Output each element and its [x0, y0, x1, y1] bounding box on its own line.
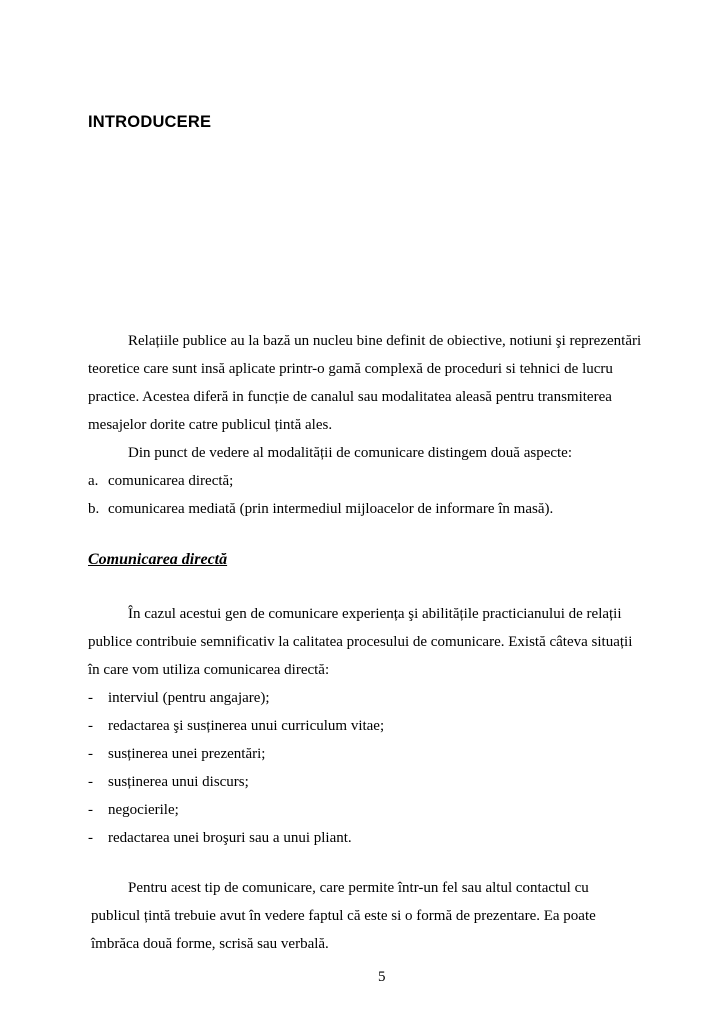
- para3-line-1: În cazul acestui gen de comunicare experiența şi abilitățile practicianului de relații: [128, 606, 622, 622]
- list-marker: -: [88, 802, 93, 818]
- list-item-text: comunicarea mediată (prin intermediul mijloacelor de informare în masă).: [108, 501, 554, 517]
- para4-line-2: publicul țintă trebuie avut în vedere faptul că este si o formă de prezentare. Ea poate: [91, 908, 596, 924]
- list-item: [88, 473, 233, 490]
- list-item: [88, 746, 265, 763]
- list-item: [88, 802, 179, 819]
- list-marker: b.: [88, 501, 100, 517]
- list-marker: -: [88, 690, 93, 706]
- list-item-text: redactarea şi susținerea unui curriculum vitae;: [108, 718, 385, 734]
- list-marker: -: [88, 830, 93, 846]
- list-marker: -: [88, 718, 93, 734]
- list-item: [88, 718, 384, 735]
- list-marker: -: [88, 746, 93, 762]
- para1-line-3: practice. Acestea diferă in funcție de canalul sau modalitatea aleasă pentru transmiterea: [88, 389, 612, 405]
- para4-line-1: Pentru acest tip de comunicare, care permite într-un fel sau altul contactul cu: [128, 880, 589, 896]
- para3-line-3: în care vom utiliza comunicarea directă:: [88, 662, 330, 678]
- list-marker: a.: [88, 473, 99, 489]
- list-item: [88, 774, 249, 791]
- para3-line-2: publice contribuie semnificativ la calitatea procesului de comunicare. Există câteva situații: [88, 634, 633, 650]
- list-item-text: susținerea unei prezentări;: [108, 746, 266, 762]
- list-item: [88, 830, 352, 847]
- para4-line-3: îmbrăca două forme, scrisă sau verbală.: [91, 936, 329, 952]
- page-heading: INTRODUCERE: [88, 113, 212, 131]
- list-item-text: comunicarea directă;: [108, 473, 234, 489]
- section-subheading: Comunicarea directă: [88, 551, 228, 568]
- list-item-text: susținerea unui discurs;: [108, 774, 249, 790]
- para2-line: Din punct de vedere al modalității de comunicare distingem două aspecte:: [128, 445, 573, 461]
- list-item-text: negocierile;: [108, 802, 179, 818]
- list-item-text: redactarea unei broşuri sau a unui pliant.: [108, 830, 352, 846]
- list-marker: -: [88, 774, 93, 790]
- para1-line-4: mesajelor dorite catre publicul țintă ales.: [88, 417, 333, 433]
- para1-line-1: Relațiile publice au la bază un nucleu bine definit de obiective, notiuni şi reprezentări: [128, 333, 642, 349]
- list-item: [88, 690, 270, 707]
- para1-line-2: teoretice care sunt insă aplicate printr-o gamă complexă de proceduri si tehnici de lucru: [88, 361, 613, 377]
- page-number: 5: [378, 969, 386, 985]
- list-item: [88, 501, 553, 518]
- list-item-text: interviul (pentru angajare);: [108, 690, 270, 706]
